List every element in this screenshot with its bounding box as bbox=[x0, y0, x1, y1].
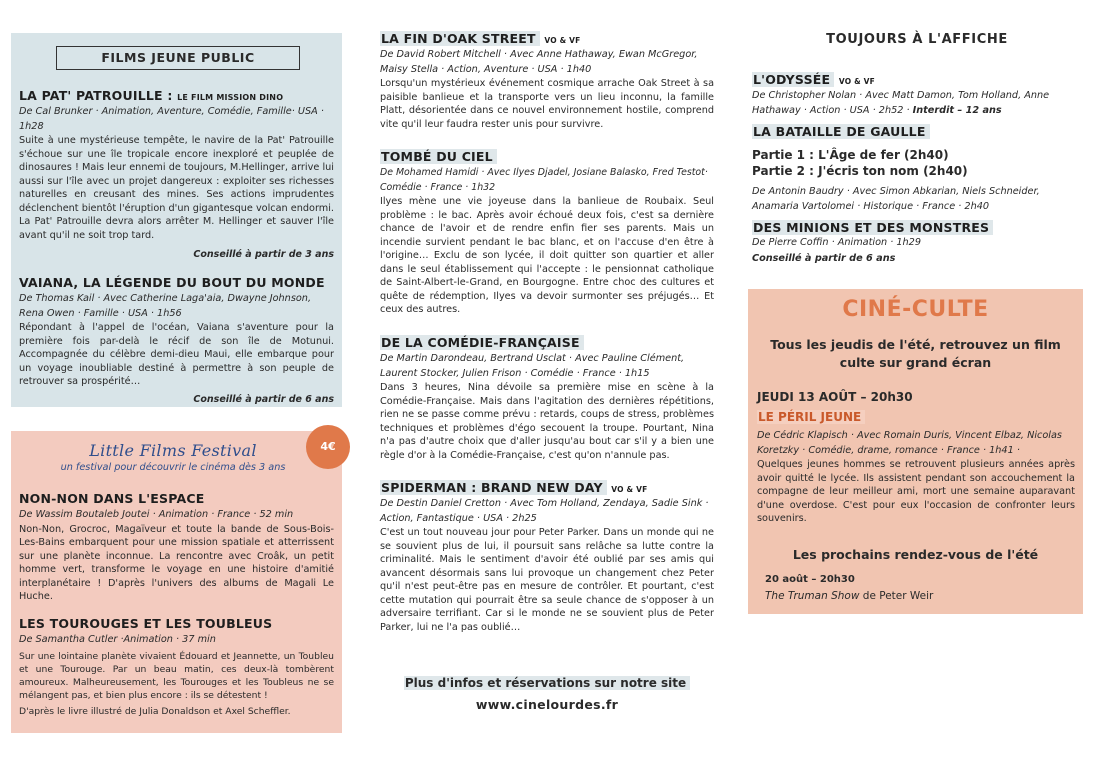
culte-film-meta: De Cédric Klapisch · Avec Romain Duris, Vincent Elbaz, Nicolas Koretzky · Comédie, drame, romance · France · 1h41 · bbox=[757, 430, 1062, 456]
film-synopsis: Non-Non, Grocroc, Magaïveur et toute la bande de Sous-Bois-Les-Bains embarquent pour une mission spatiale et atterrissent sur une planète inconnue. La rencontre avec Croâk, un petit homme vert, transforme le voyage en une histoire d'amitié interplanétaire ! D'après l'univers des albums de Magali Le Huche. bbox=[19, 523, 334, 602]
film-synopsis: Dans 3 heures, Nina dévoile sa première mise en scène à la Comédie-Française. Mais dans l'agitation des dernières répétitions, rien ne se passe comme prévu : retards, coups de stress, problèmes techniques et problèmes d'égo secouent la troupe. Pourtant, Nina n'a pas d'autre choix que d'aller jusqu'au bout car s'il y a bien une règle d'or à la Comédie-Française, c'est qu'on n'annule pas. bbox=[380, 382, 714, 461]
culte-film-synopsis: Quelques jeunes hommes se retrouvent plusieurs années après avoir quitté le lycée. Ils assistent pendant son accouchement la compagne de leur meilleur ami, mort une semaine auparavant d'une overdose. C'est pour eux l'occasion de confronter leurs souvenirs. bbox=[757, 459, 1075, 524]
film-title: SPIDERMAN : BRAND NEW DAY VO & VF bbox=[381, 480, 648, 495]
film-tourouges bbox=[19, 616, 334, 719]
film-spiderman bbox=[380, 480, 714, 634]
film-title: L'ODYSSÉE VO & VF bbox=[753, 72, 875, 87]
film-meta: De Samantha Cutler ·Animation · 37 min bbox=[19, 634, 216, 645]
version-badge: VO & VF bbox=[544, 36, 581, 45]
film-tombe-du-ciel bbox=[380, 149, 714, 317]
next-event-film: The Truman Show de Peter Weir bbox=[765, 590, 934, 602]
film-synopsis: Répondant à l'appel de l'océan, Vaiana s'aventure pour la première fois par-delà le récif de son île de Motunui. Accompagnée du célèbre demi-dieu Maui, elle embarque pour un voyage inoubliable destiné à permettre à son peuple de retrouver sa prospérité… bbox=[19, 322, 334, 387]
film-meta: De Thomas Kail · Avec Catherine Laga'aia, Dwayne Johnson, Rena Owen · Famille · USA · 1h56 bbox=[19, 293, 312, 319]
film-meta: De Mohamed Hamidi · Avec Ilyes Djadel, Josiane Balasko, Fred Testot· Comédie · France · 1h32 bbox=[380, 167, 708, 193]
jeune-public-header bbox=[56, 46, 300, 70]
film-part-1: Partie 1 : L'Âge de fer (2h40) bbox=[752, 148, 949, 162]
film-non-non bbox=[19, 491, 334, 604]
film-meta: De Cal Brunker · Animation, Aventure, Comédie, Famille· USA · 1h28 bbox=[19, 106, 324, 132]
film-title: LA BATAILLE DE GAULLE bbox=[752, 124, 1082, 139]
culte-film-title: LE PÉRIL JEUNE bbox=[757, 410, 865, 424]
rating-label: Interdit – 12 ans bbox=[912, 104, 1002, 116]
age-note: Conseillé à partir de 3 ans bbox=[193, 249, 334, 260]
film-title: VAIANA, LA LÉGENDE DU BOUT DU MONDE bbox=[19, 275, 325, 290]
version-badge: VO & VF bbox=[838, 77, 875, 86]
film-title: DE LA COMÉDIE-FRANÇAISE bbox=[380, 335, 714, 350]
film-odyssee bbox=[752, 72, 1082, 118]
film-title: DES MINIONS ET DES MONSTRES bbox=[752, 220, 1082, 235]
film-title: LA FIN D'OAK STREET VO & VF bbox=[381, 31, 581, 46]
cine-culte-intro: Tous les jeudis de l'été, retrouvez un film culte sur grand écran bbox=[770, 337, 1061, 370]
film-meta: De Destin Daniel Cretton · Avec Tom Holland, Zendaya, Sadie Sink · Action, Fantastique · USA · 2h25 bbox=[380, 498, 709, 524]
film-title: LES TOUROUGES ET LES TOUBLEUS bbox=[19, 616, 273, 631]
site-url-link[interactable]: www.cinelourdes.fr bbox=[475, 697, 619, 712]
film-comedie-francaise bbox=[380, 335, 714, 462]
festival-title: Little Films Festival bbox=[89, 441, 257, 460]
film-oak-street bbox=[380, 31, 714, 131]
film-synopsis: C'est un tout nouveau jour pour Peter Parker. Dans un monde qui ne se souvient plus de lui, il poursuit sans relâche sa lutte contre la criminalité. Mais le sentiment d'avoir été oublié par ses amis qui avancent désormais sans lui provoque un changement chez Peter qu'il n'est peut-être pas en mesure de contrôler. Et pourtant, c'est cette mutation qui pourrait être sa seule chance de s'opposer à un adversaire terrifiant. Car si le monde ne se souvient plus de Peter Parker, lui ne l'a pas oublié… bbox=[380, 527, 714, 633]
next-event-date: 20 août – 20h30 bbox=[765, 574, 855, 585]
site-info-line: Plus d'infos et réservations sur notre site bbox=[370, 676, 724, 690]
film-meta: De Antonin Baudry · Avec Simon Abkarian, Niels Schneider, Anamaria Vartolomei · Historique · France · 2h40 bbox=[752, 186, 1040, 212]
film-meta: De Wassim Boutaleb Joutei · Animation · France · 52 min bbox=[19, 509, 294, 520]
affiche-header: TOUJOURS À L'AFFICHE bbox=[826, 32, 1008, 47]
age-note: Conseillé à partir de 6 ans bbox=[752, 252, 896, 264]
culte-date: JEUDI 13 AOÛT – 20h30 bbox=[757, 390, 913, 404]
jeune-public-header-text: FILMS JEUNE PUBLIC bbox=[101, 50, 255, 65]
film-bataille-de-gaulle bbox=[752, 124, 1082, 214]
cine-culte-title: CINÉ-CULTE bbox=[842, 297, 989, 322]
film-meta: De Pierre Coffin · Animation · 1h29 bbox=[752, 237, 922, 248]
next-events-header: Les prochains rendez-vous de l'été bbox=[792, 547, 1039, 562]
film-synopsis: Ilyes mène une vie joyeuse dans la banlieue de Roubaix. Seul problème : le bac. Après avoir échoué deux fois, c'est sa dernière chance de l'avoir et de rendre enfin fier ses parents. Mais un incendie survient pendant le bac blanc, et on l'accuse d'en être à l'origine… Exclu de son lycée, il doit quitter son quartier et aller dans le seul établissement qui l'accepte : le pensionnat catholique de Saint-Albert-le-Grand, en Bourgogne. Entre choc des cultures et quête de rédemption, Ilyes va devoir surmonter ses préjugés… Et ceux des autres. bbox=[380, 196, 714, 315]
film-synopsis: Suite à une mystérieuse tempête, le navire de la Pat' Patrouille s'échoue sur une île tropicale encore inexploré et peuplée de dinosaures ! Mais leur ennemi de toujours, M.Hellinger, arrive lui aussi sur l'île avec un projet dangereux : exploiter ses richesses naturelles en creusant des mines. Ses actions imprudentes déclenchent bientôt l'éruption d'un gigantesque volcan endormi. La Pat' Patrouille devra alors arrêter M. Hellinger et sauver l'île avant qu'il ne soit trop tard. bbox=[19, 135, 334, 241]
film-title: NON-NON DANS L'ESPACE bbox=[19, 491, 205, 506]
film-meta: De Christopher Nolan · Avec Matt Damon, Tom Holland, Anne Hathaway · Action · USA · 2h52 · Interdit – 12 ans bbox=[752, 90, 1050, 116]
film-meta: De Martin Darondeau, Bertrand Usclat · Avec Pauline Clément, Laurent Stocker, Julien Frison · Comédie · France · 1h15 bbox=[380, 353, 685, 379]
film-synopsis: Lorsqu'un mystérieux événement cosmique arrache Oak Street à sa paisible banlieue et la transporte vers un lieu inconnu, la famille Platt, désorientée dans ce nouvel environnement hostile, comprend vite qu'il leur faudra rester unis pour survivre. bbox=[380, 78, 714, 130]
film-vaiana bbox=[19, 275, 334, 405]
version-badge: VO & VF bbox=[611, 485, 648, 494]
film-minions bbox=[752, 220, 1082, 266]
film-title: LA PAT' PATROUILLE : LE FILM MISSION DINO bbox=[19, 88, 284, 103]
price-badge: 4€ bbox=[306, 425, 350, 469]
festival-tagline: un festival pour découvrir le cinéma dès 3 ans bbox=[60, 462, 286, 473]
film-pat-patrouille bbox=[19, 88, 334, 260]
film-title: TOMBÉ DU CIEL bbox=[380, 149, 714, 164]
film-credit: D'après le livre illustré de Julia Donaldson et Axel Scheffler. bbox=[19, 706, 291, 718]
film-part-2: Partie 2 : J'écris ton nom (2h40) bbox=[752, 164, 968, 178]
film-synopsis: Sur une lointaine planète vivaient Édouard et Jeannette, un Toubleu et une Tourouge. Par un beau matin, ces deux-là tombèrent amoureux. Malheureusement, les Tourouges et les Toubleus ne se mélangent pas, et bien plus encore : ils se détestent ! bbox=[19, 650, 334, 702]
film-meta: De David Robert Mitchell · Avec Anne Hathaway, Ewan McGregor, Maisy Stella · Action, Aventure · USA · 1h40 bbox=[380, 49, 698, 75]
age-note: Conseillé à partir de 6 ans bbox=[193, 393, 334, 405]
